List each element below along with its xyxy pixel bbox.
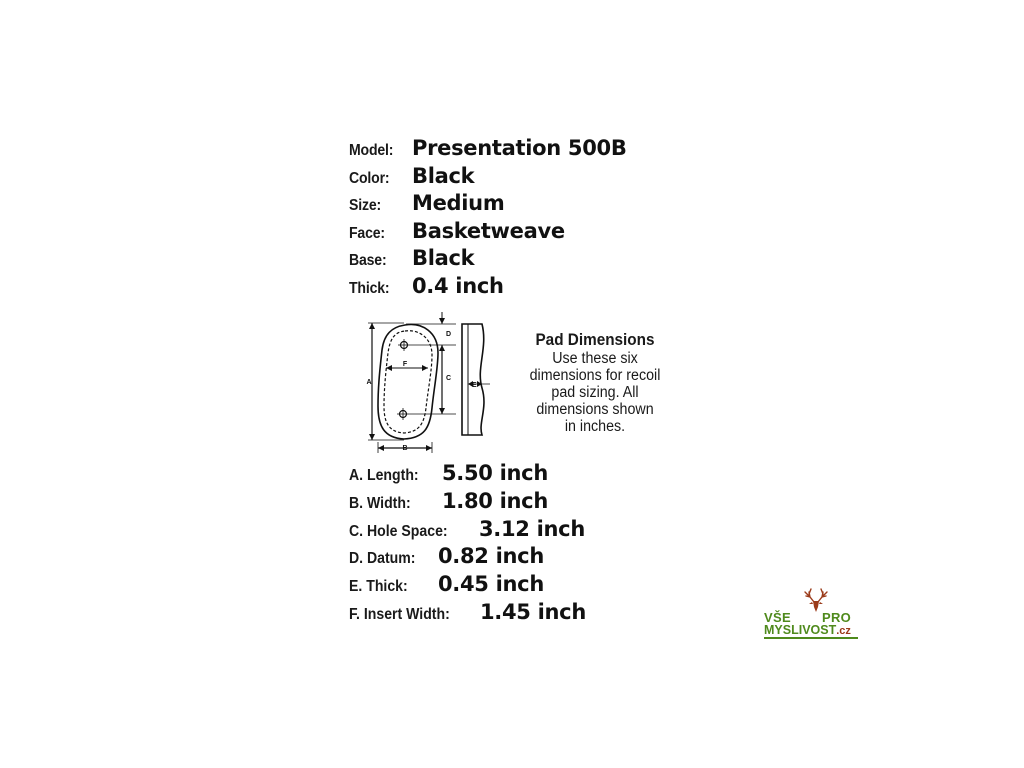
label-f: F — [402, 361, 408, 368]
dimension-value: 3.12 inch — [479, 516, 585, 541]
spec-value: Basketweave — [412, 218, 565, 243]
dimension-value: 0.82 inch — [438, 544, 544, 569]
logo-vse-pro-myslivost — [764, 588, 876, 640]
spec-label: Base: — [349, 252, 387, 269]
dimension-label: B. Width: — [349, 494, 411, 512]
note-line: in inches. — [564, 418, 626, 435]
spec-label: Thick: — [349, 279, 390, 297]
spec-value: Black — [412, 163, 475, 188]
logo-text-myslivost: MYSLIVOST — [764, 623, 837, 637]
note-line: pad sizing. All — [551, 384, 639, 401]
note-line: Use these six — [552, 350, 638, 367]
dimension-label: A. Length: — [349, 467, 419, 484]
label-b: B — [402, 445, 408, 452]
spec-value: 0.4 inch — [412, 273, 504, 298]
dimension-value: 1.45 inch — [480, 599, 586, 624]
spec-value: Presentation 500B — [412, 136, 627, 160]
spec-label: Color: — [349, 169, 390, 187]
logo-text-pro: PRO — [822, 610, 852, 625]
pad-dimensions-note — [515, 330, 675, 435]
dimension-value: 5.50 inch — [442, 461, 548, 485]
logo-underline — [764, 637, 858, 639]
label-a: A — [366, 379, 372, 386]
label-c: C — [446, 375, 452, 382]
dimension-label: D. Datum: — [349, 550, 416, 568]
pad-side-profile — [462, 324, 484, 435]
label-d: D — [446, 331, 452, 338]
dimension-label: F. Insert Width: — [349, 605, 450, 623]
note-line: dimensions for recoil — [529, 367, 661, 384]
spec-label: Face: — [349, 224, 385, 242]
spec-value: Black — [412, 246, 475, 270]
note-line: dimensions shown — [536, 401, 654, 418]
logo-text-cz: .cz — [836, 625, 851, 637]
dimension-value: 1.80 inch — [442, 488, 548, 513]
pad-diagram — [360, 308, 510, 458]
spec-label: Model: — [349, 142, 394, 159]
spec-label: Size: — [349, 197, 381, 214]
dimension-label: E. Thick: — [349, 578, 408, 596]
spec-value: Medium — [412, 191, 505, 215]
label-e: E — [472, 382, 477, 389]
dimension-value: 0.45 inch — [438, 572, 544, 597]
logo-line-2 — [764, 623, 851, 637]
insert-outline — [384, 331, 432, 433]
logo-text-vse: VŠE — [764, 610, 791, 625]
dimension-label: C. Hole Space: — [349, 522, 448, 540]
note-title: Pad Dimensions — [535, 330, 655, 349]
